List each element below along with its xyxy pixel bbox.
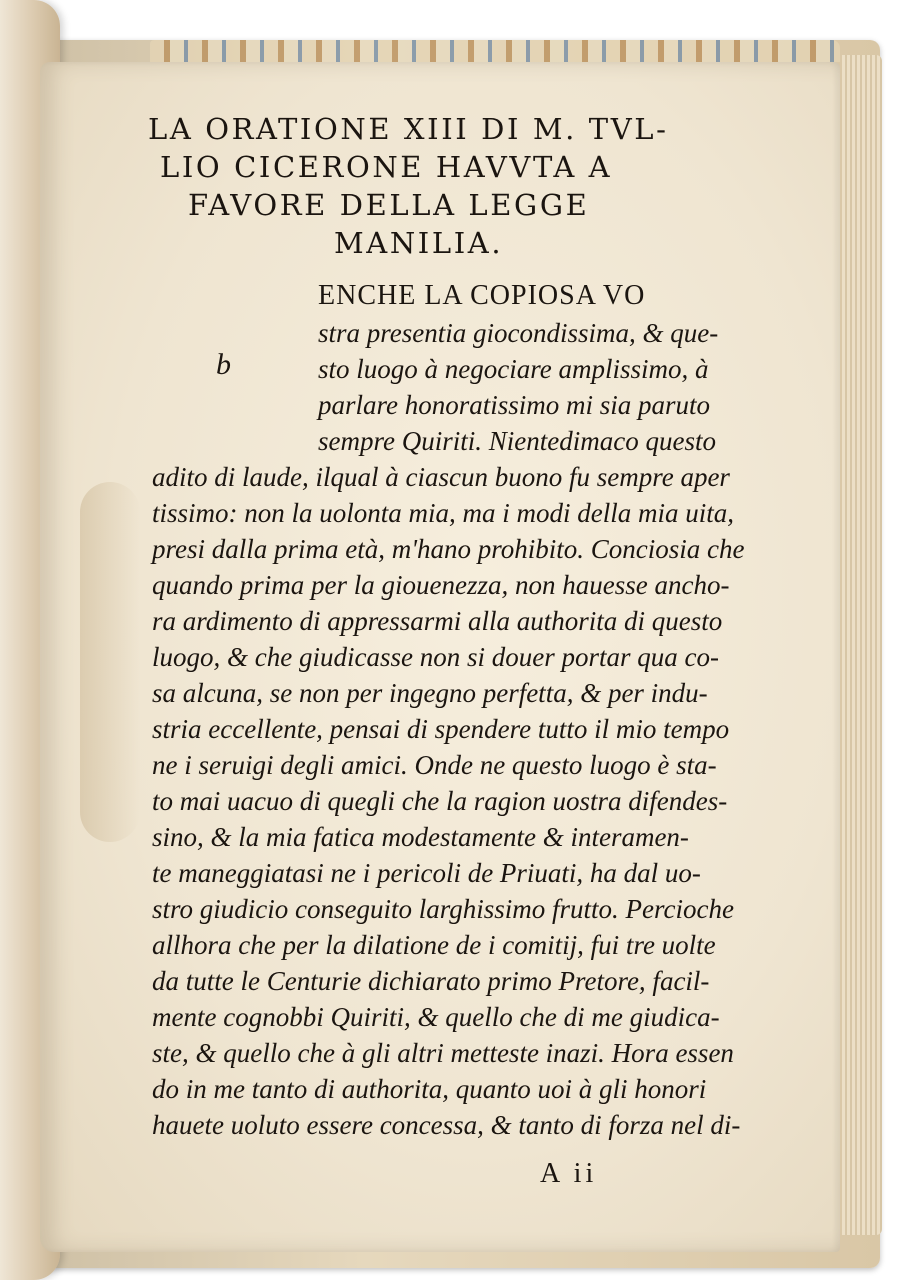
body-line: sempre Quiriti. Nientedimaco questo: [318, 426, 716, 456]
body-line: quando prima per la giouenezza, non hauesse ancho-: [152, 570, 730, 600]
body-line: stro giudicio conseguito larghissimo frutto. Percioche: [152, 894, 734, 924]
page-fore-edge: [842, 55, 882, 1235]
body-line: to mai uacuo di quegli che la ragion uostra difendes-: [152, 786, 728, 816]
body-line: hauete uoluto essere concessa, & tanto di forza nel di-: [152, 1110, 741, 1140]
title-line: LA ORATIONE XIII DI M. TVL-: [148, 112, 669, 146]
body-line: ne i seruigi degli amici. Onde ne questo luogo è sta-: [152, 750, 717, 780]
body-line: parlare honoratissimo mi sia paruto: [318, 390, 711, 420]
body-line: adito di laude, ilqual à ciascun buono fu sempre aper: [152, 462, 730, 492]
body-line: sa alcuna, se non per ingegno perfetta, & per indu-: [152, 678, 708, 708]
marginal-letter: b: [216, 348, 231, 381]
body-line: luogo, & che giudicasse non si douer portar qua co-: [152, 642, 719, 672]
body-line: do in me tanto di authorita, quanto uoi à gli honori: [152, 1074, 707, 1104]
body-line: te maneggiatasi ne i pericoli de Priuati, ha dal uo-: [152, 858, 701, 888]
opening-caps: ENCHE LA COPIOSA VO: [318, 280, 646, 311]
title-line: MANILIA.: [334, 226, 504, 260]
body-line: stra presentia giocondissima, & que-: [318, 318, 719, 348]
book-page: [40, 62, 840, 1252]
body-line: ste, & quello che à gli altri metteste inazi. Hora essen: [152, 1038, 734, 1068]
signature-mark: A ii: [540, 1158, 598, 1189]
body-line: sto luogo à negociare amplissimo, à: [318, 354, 709, 384]
page-top-edge: [150, 40, 840, 62]
title-line: FAVORE DELLA LEGGE: [188, 188, 590, 222]
body-line: sino, & la mia fatica modestamente & interamen-: [152, 822, 689, 852]
body-line: mente cognobbi Quiriti, & quello che di me giudica-: [152, 1002, 720, 1032]
body-line: presi dalla prima età, m'hano prohibito. Conciosia che: [152, 534, 745, 564]
body-line: tissimo: non la uolonta mia, ma i modi della mia uita,: [152, 498, 735, 528]
body-line: da tutte le Centurie dichiarato primo Pretore, facil-: [152, 966, 710, 996]
body-line: ra ardimento di appressarmi alla authorita di questo: [152, 606, 723, 636]
page-text: [40, 62, 840, 1252]
body-line: allhora che per la dilatione de i comitij, fui tre uolte: [152, 930, 716, 960]
body-line: stria eccellente, pensai di spendere tutto il mio tempo: [152, 714, 730, 744]
title-line: LIO CICERONE HAVVTA A: [160, 150, 613, 184]
